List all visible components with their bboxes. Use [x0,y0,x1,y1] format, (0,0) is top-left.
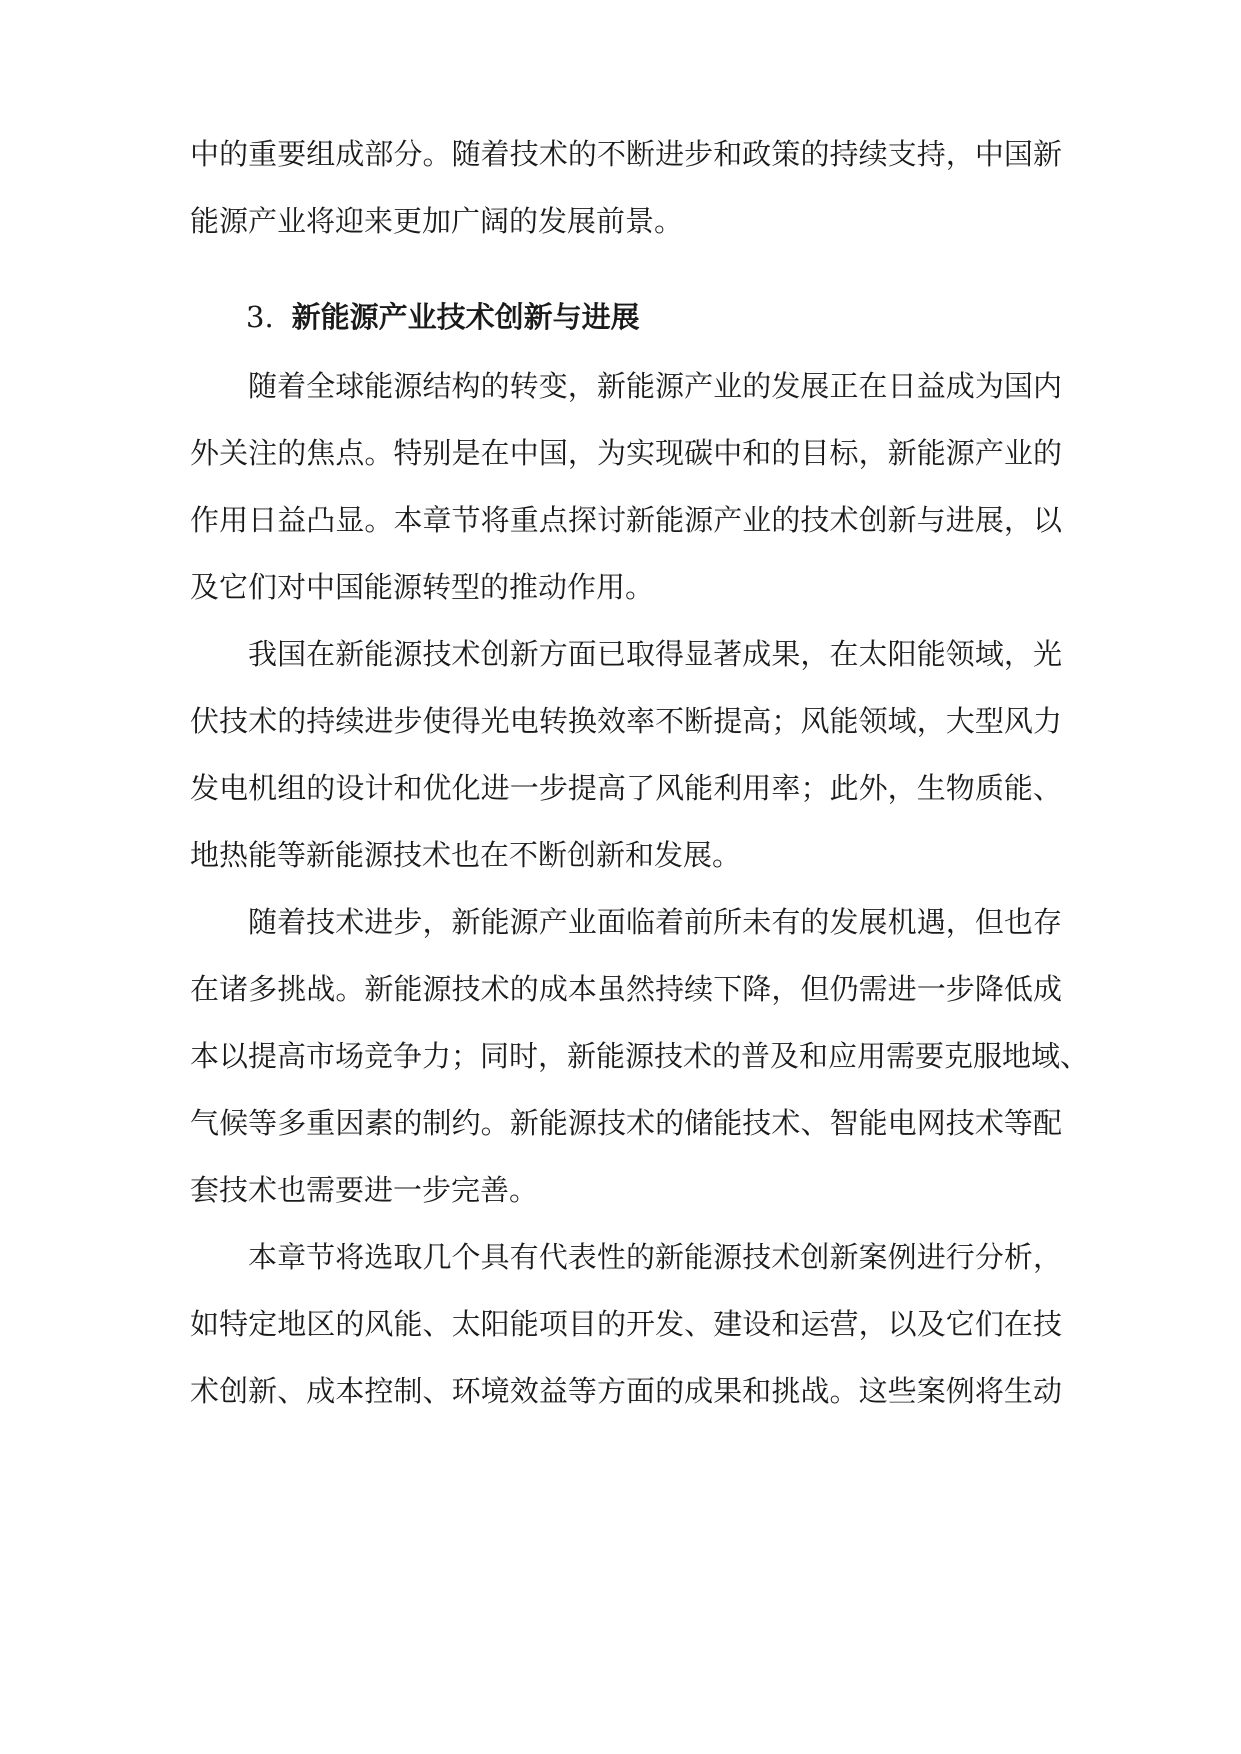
paragraph-2-line-1: 我国在新能源技术创新方面已取得显著成果，在太阳能领域，光 [248,637,1062,671]
paragraph-1-line-4: 及它们对中国能源转型的推动作用。 [190,570,655,604]
paragraph-3-line-2: 在诸多挑战。新能源技术的成本虽然持续下降，但仍需进一步降低成 [190,972,1062,1006]
section-heading [246,297,640,337]
section-number: 3. [246,300,274,334]
paragraph-3-line-4: 气候等多重因素的制约。新能源技术的储能技术、智能电网技术等配 [190,1106,1062,1140]
paragraph-3-line-5: 套技术也需要进一步完善。 [190,1173,539,1207]
paragraph-3-line-3: 本以提高市场竞争力；同时，新能源技术的普及和应用需要克服地域、 [190,1039,1090,1073]
paragraph-2-line-3: 发电机组的设计和优化进一步提高了风能利用率；此外，生物质能、 [190,771,1062,805]
paragraph-4-line-3: 术创新、成本控制、环境效益等方面的成果和挑战。这些案例将生动 [190,1374,1062,1408]
section-title: 新能源产业技术创新与进展 [291,300,640,334]
paragraph-1-line-3: 作用日益凸显。本章节将重点探讨新能源产业的技术创新与进展，以 [190,503,1062,537]
paragraph-1-line-1: 随着全球能源结构的转变，新能源产业的发展正在日益成为国内 [248,369,1062,403]
paragraph-4-line-1: 本章节将选取几个具有代表性的新能源技术创新案例进行分析， [248,1240,1062,1274]
paragraph-2-line-4: 地热能等新能源技术也在不断创新和发展。 [190,838,742,872]
paragraph-3-line-1: 随着技术进步，新能源产业面临着前所未有的发展机遇，但也存 [248,905,1062,939]
paragraph-2-line-2: 伏技术的持续进步使得光电转换效率不断提高；风能领域，大型风力 [190,704,1062,738]
paragraph-1-line-2: 外关注的焦点。特别是在中国，为实现碳中和的目标，新能源产业的 [190,436,1062,470]
intro-line-2: 能源产业将迎来更加广阔的发展前景。 [190,204,684,238]
intro-line-1: 中的重要组成部分。随着技术的不断进步和政策的持续支持，中国新 [190,137,1062,171]
paragraph-4-line-2: 如特定地区的风能、太阳能项目的开发、建设和运营，以及它们在技 [190,1307,1062,1341]
